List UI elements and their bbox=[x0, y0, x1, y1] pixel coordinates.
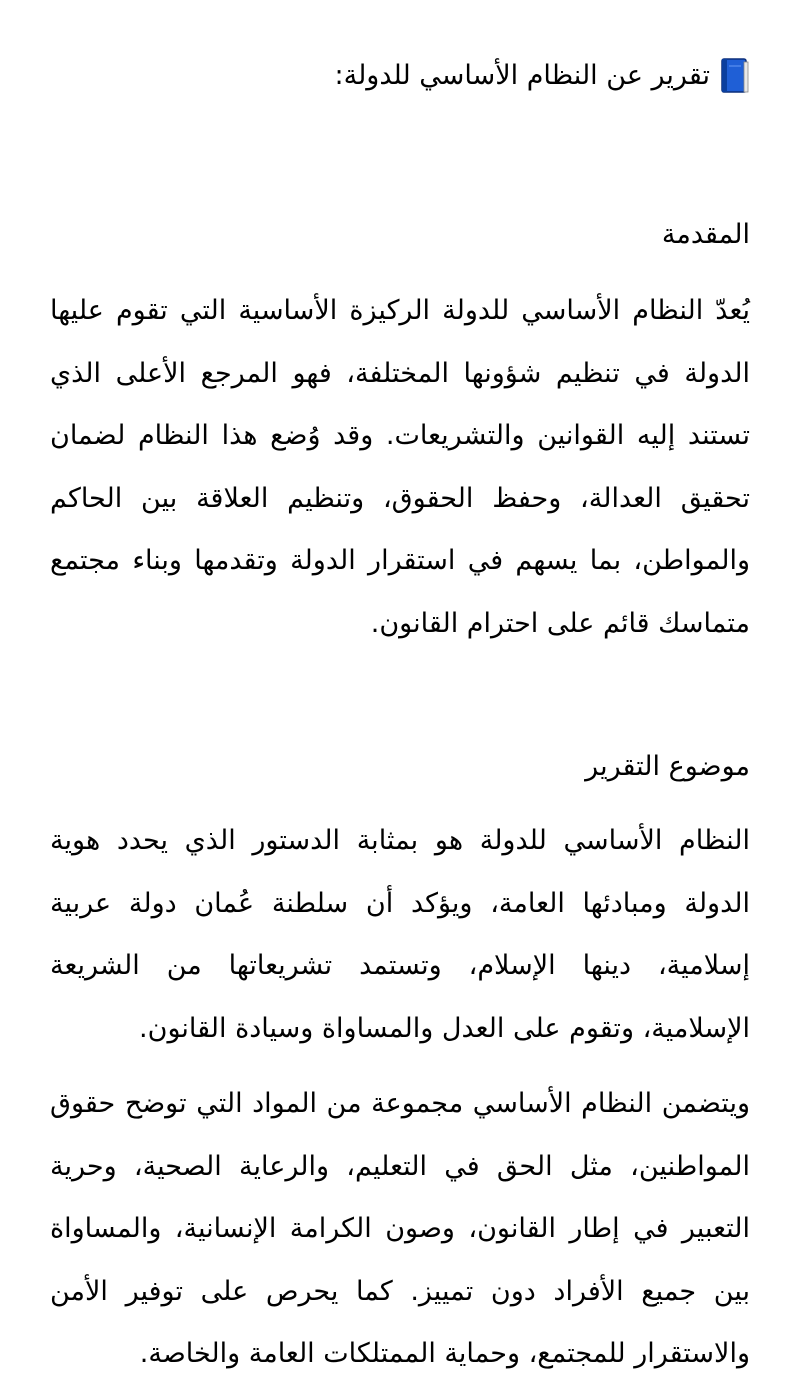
report-title-row bbox=[335, 56, 751, 96]
topic-heading: موضوع التقرير bbox=[585, 751, 750, 782]
intro-paragraph: يُعدّ النظام الأساسي للدولة الركيزة الأساسية التي تقوم عليها الدولة في تنظيم شؤونها المختلفة، فهو المرجع الأعلى الذي تستند إليه القوانين والتشريعات. وقد وُضع هذا النظام لضمان تحقيق العدالة، وحفظ الحقوق، وتنظيم العلاقة بين الحاكم والمواطن، بما يسهم في استقرار الدولة وتقدمها وبناء مجتمع متماسك قائم على احترام القانون. bbox=[50, 295, 750, 639]
blue-book-icon bbox=[720, 57, 750, 95]
report-title: تقرير عن النظام الأساسي للدولة: bbox=[334, 60, 710, 91]
topic-paragraph-2: ويتضمن النظام الأساسي مجموعة من المواد التي توضح حقوق المواطنين، مثل الحق في التعليم، والرعاية الصحية، وحرية التعبير في إطار القانون، وصون الكرامة الإنسانية، والمساواة بين جميع الأفراد دون تمييز. كما يحرص على توفير الأمن والاستقرار للمجتمع، وحماية الممتلكات العامة والخاصة. bbox=[50, 1088, 750, 1369]
intro-heading: المقدمة bbox=[661, 219, 750, 250]
topic-paragraph-1: النظام الأساسي للدولة هو بمثابة الدستور الذي يحدد هوية الدولة ومبادئها العامة، ويؤكد أن سلطنة عُمان دولة عربية إسلامية، دينها الإسلام، وتستمد تشريعاتها من الشريعة الإسلامية، وتقوم على العدل والمساواة وسيادة القانون. bbox=[50, 825, 750, 1044]
